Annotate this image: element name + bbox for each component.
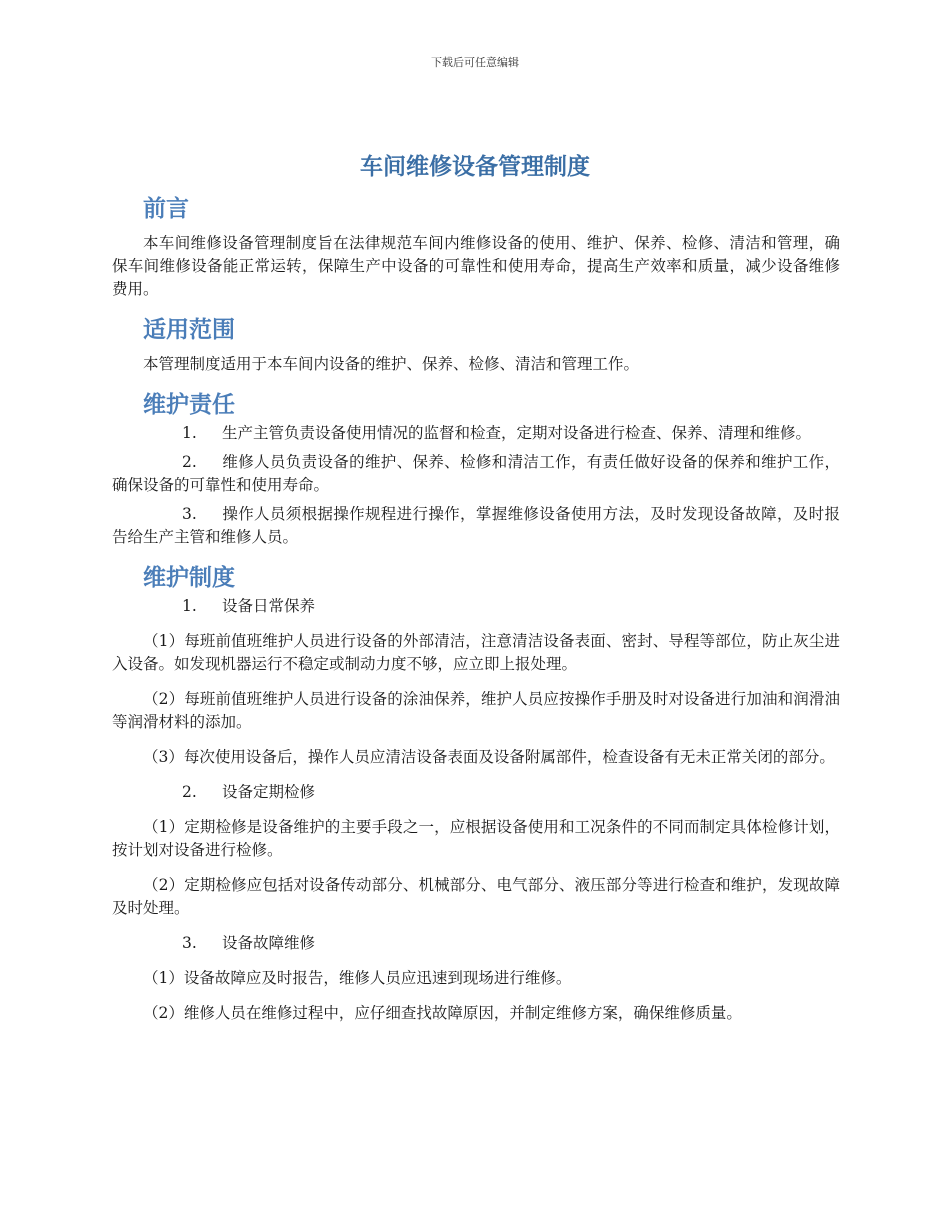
subsection-heading: [182, 781, 840, 804]
subsection-number: 3.: [182, 934, 197, 952]
subsection-title: 设备故障维修: [222, 934, 316, 952]
subsection-title: 设备日常保养: [222, 597, 316, 615]
subsection-number: 2.: [182, 783, 197, 801]
item-number: 3.: [182, 505, 197, 523]
paragraph: （1）定期检修是设备维护的主要手段之一，应根据设备使用和工况条件的不同而制定具体检修计划，按计划对设备进行检修。: [112, 818, 840, 859]
item-text: 操作人员须根据操作规程进行操作，掌握维修设备使用方法，及时发现设备故障，及时报告给生产主管和维修人员。: [112, 505, 840, 546]
header-note: 下载后可任意编辑: [431, 56, 519, 69]
paragraph: （2）每班前值班维护人员进行设备的涂油保养，维护人员应按操作手册及时对设备进行加油和润滑油等润滑材料的添加。: [112, 690, 840, 731]
item-text: 维修人员负责设备的维护、保养、检修和清洁工作，有责任做好设备的保养和维护工作，确保设备的可靠性和使用寿命。: [112, 453, 840, 494]
responsibility-item: [112, 503, 840, 549]
section-heading-preface: 前言: [143, 196, 189, 222]
item-number: 2.: [182, 453, 197, 471]
subsection-heading: [182, 932, 840, 955]
paragraph: （2）维修人员在维修过程中，应仔细查找故障原因，并制定维修方案，确保维修质量。: [143, 1004, 742, 1022]
section-heading-scope: 适用范围: [143, 317, 235, 343]
subsection-number: 1.: [182, 597, 197, 615]
item-number: 1.: [182, 424, 197, 442]
paragraph: （3）每次使用设备后，操作人员应清洁设备表面及设备附属部件，检查设备有无未正常关闭的部分。: [143, 748, 835, 766]
paragraph: （1）每班前值班维护人员进行设备的外部清洁，注意清洁设备表面、密封、导程等部位，防止灰尘进入设备。如发现机器运行不稳定或制动力度不够，应立即上报处理。: [112, 632, 840, 673]
item-text: 生产主管负责设备使用情况的监督和检查，定期对设备进行检查、保养、清理和维修。: [222, 424, 812, 442]
subsection-heading: [182, 595, 840, 618]
paragraph: （1）设备故障应及时报告，维修人员应迅速到现场进行维修。: [143, 969, 572, 987]
document-body: [112, 192, 840, 1025]
responsibility-item: [112, 451, 840, 497]
page-title: 车间维修设备管理制度: [360, 154, 590, 180]
responsibility-item: [112, 422, 840, 445]
subsection-title: 设备定期检修: [222, 783, 316, 801]
preface-text: 本车间维修设备管理制度旨在法律规范车间内维修设备的使用、维护、保养、检修、清洁和管理，确保车间维修设备能正常运转，保障生产中设备的可靠性和使用寿命，提高生产效率和质量，减少设备维修费用。: [112, 234, 840, 298]
section-heading-system: 维护制度: [143, 565, 235, 591]
paragraph: （2）定期检修应包括对设备传动部分、机械部分、电气部分、液压部分等进行检查和维护，发现故障及时处理。: [112, 876, 840, 917]
scope-text: 本管理制度适用于本车间内设备的维护、保养、检修、清洁和管理工作。: [143, 355, 640, 373]
section-heading-responsibility: 维护责任: [143, 392, 235, 418]
